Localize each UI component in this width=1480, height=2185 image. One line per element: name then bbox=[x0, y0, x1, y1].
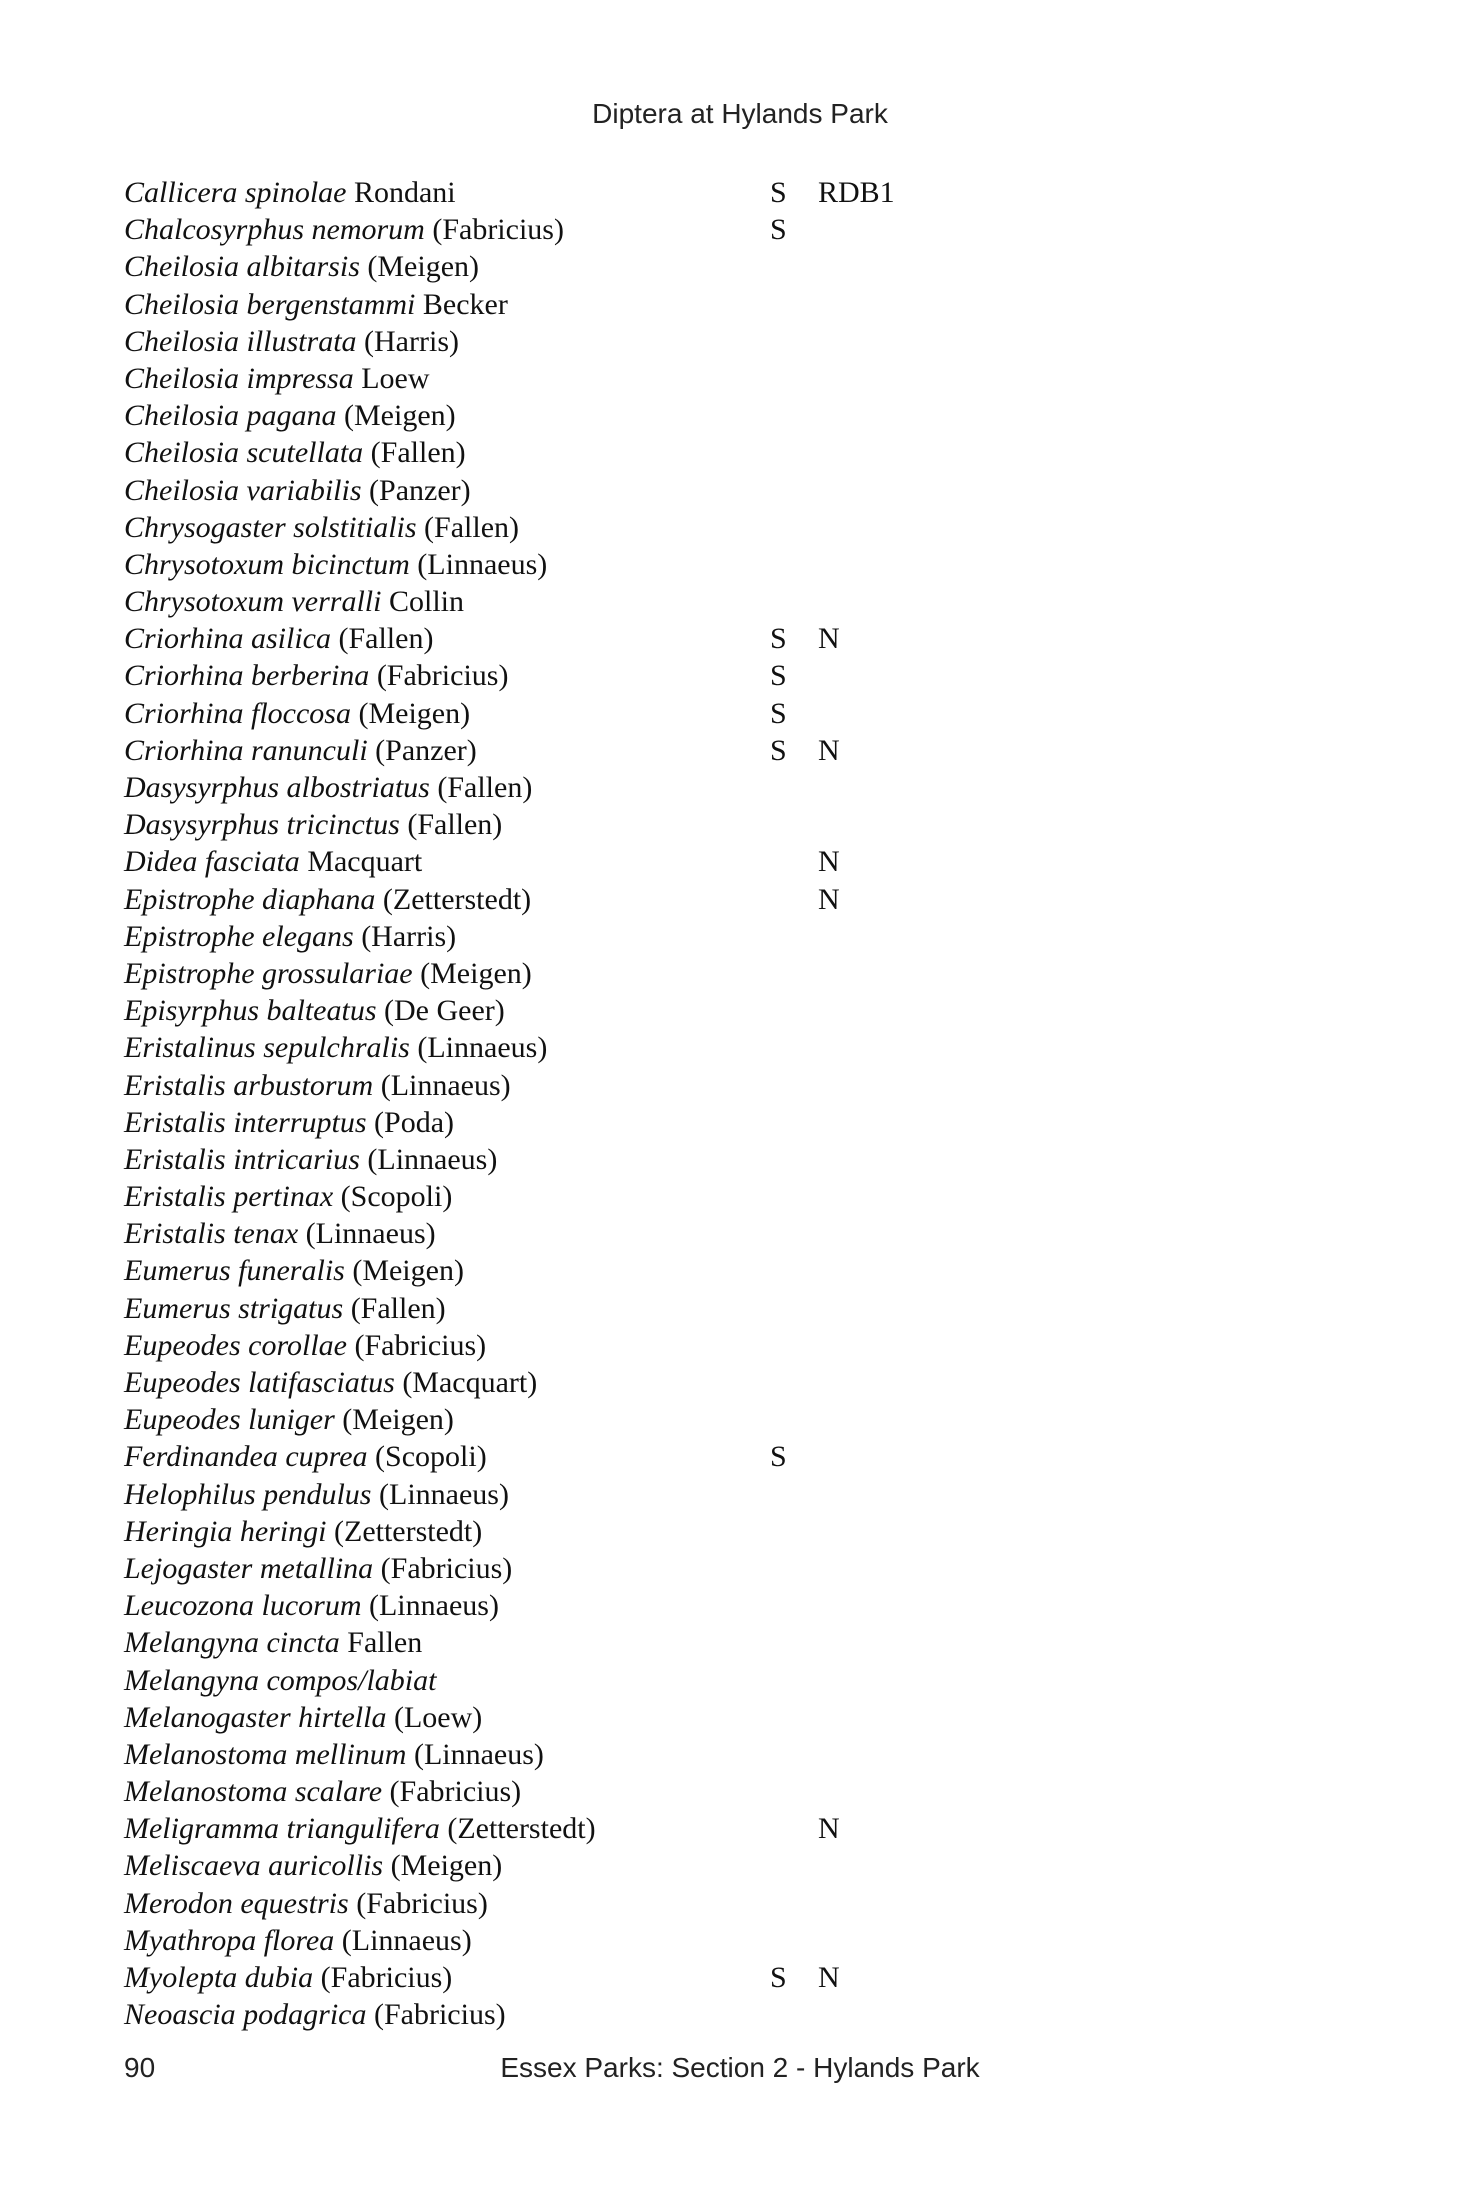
status-s: S bbox=[770, 213, 787, 247]
species-row bbox=[124, 1252, 1364, 1289]
species-author: (De Geer) bbox=[384, 994, 505, 1028]
species-row bbox=[124, 509, 1364, 546]
species-name: Eristalis pertinax bbox=[124, 1180, 334, 1214]
species-row bbox=[124, 211, 1364, 248]
species-name: Melangyna compos/labiat bbox=[124, 1663, 437, 1697]
species-name: Lejogaster metallina bbox=[124, 1551, 374, 1585]
species-author: (Linnaeus) bbox=[305, 1217, 436, 1251]
species-name: Melanostoma scalare bbox=[124, 1775, 383, 1809]
species-row bbox=[124, 286, 1364, 323]
species-author: (Fallen) bbox=[350, 1291, 446, 1325]
species-name: Leucozona lucorum bbox=[124, 1589, 362, 1623]
species-name: Callicera spinolae bbox=[124, 176, 347, 209]
species-row bbox=[124, 955, 1364, 992]
species-name: Ferdinandea cuprea bbox=[124, 1440, 368, 1474]
species-row bbox=[124, 472, 1364, 509]
species-name: Heringia heringi bbox=[124, 1514, 327, 1548]
species-name: Chrysogaster solstitialis bbox=[124, 510, 417, 544]
species-name: Eristalis interruptus bbox=[124, 1105, 367, 1139]
species-author: (Loew) bbox=[393, 1700, 483, 1734]
species-row bbox=[124, 1922, 1364, 1959]
species-name: Chrysotoxum verralli bbox=[124, 585, 382, 619]
status-n: N bbox=[818, 882, 840, 916]
species-row bbox=[124, 1029, 1364, 1066]
species-author: (Linnaeus) bbox=[417, 547, 548, 581]
species-row bbox=[124, 248, 1364, 285]
species-name: Epistrophe elegans bbox=[124, 919, 354, 953]
status-n: N bbox=[818, 622, 840, 656]
species-author: (Harris) bbox=[361, 919, 457, 953]
species-row bbox=[124, 583, 1364, 620]
species-name: Didea fasciata bbox=[124, 845, 300, 879]
species-author: Rondani bbox=[353, 176, 456, 209]
species-author: (Linnaeus) bbox=[380, 1068, 511, 1102]
species-row bbox=[124, 1104, 1364, 1141]
species-name: Melanostoma mellinum bbox=[124, 1737, 407, 1771]
species-author: (Linnaeus) bbox=[368, 1589, 499, 1623]
species-row bbox=[124, 1662, 1364, 1699]
status-n: N bbox=[818, 1961, 840, 1994]
status-s: S bbox=[770, 1961, 787, 1994]
status-s: S bbox=[770, 1440, 787, 1474]
species-author: (Zetterstedt) bbox=[334, 1514, 483, 1548]
species-author: (Linnaeus) bbox=[413, 1737, 544, 1771]
species-author: (Fabricius) bbox=[354, 1328, 487, 1362]
species-author: (Fallen) bbox=[424, 510, 520, 544]
species-name: Helophilus pendulus bbox=[124, 1477, 372, 1511]
species-row bbox=[124, 1067, 1364, 1104]
species-name: Eristalis arbustorum bbox=[124, 1068, 374, 1102]
status-n: RDB1 bbox=[818, 176, 895, 209]
species-author: (Fallen) bbox=[407, 808, 503, 842]
species-author: (Linnaeus) bbox=[341, 1923, 472, 1957]
status-s: S bbox=[770, 622, 787, 656]
species-name: Melanogaster hirtella bbox=[124, 1700, 387, 1734]
species-name: Eristalis intricarius bbox=[124, 1142, 360, 1176]
species-name: Cheilosia pagana bbox=[124, 399, 337, 433]
footer-title: Essex Parks: Section 2 - Hylands Park bbox=[500, 2052, 980, 2083]
species-name: Cheilosia illustrata bbox=[124, 324, 357, 358]
species-name: Criorhina ranunculi bbox=[124, 733, 368, 767]
species-author: (Fabricius) bbox=[373, 1998, 506, 2032]
species-name: Myathropa florea bbox=[124, 1923, 335, 1957]
species-row bbox=[124, 1290, 1364, 1327]
species-name: Criorhina berberina bbox=[124, 659, 370, 693]
species-author: (Meigen) bbox=[367, 250, 479, 284]
species-name: Eupeodes corollae bbox=[124, 1328, 347, 1362]
species-name: Eristalinus sepulchralis bbox=[124, 1031, 410, 1065]
species-row bbox=[124, 620, 1364, 657]
species-author: (Panzer) bbox=[369, 473, 471, 507]
species-row bbox=[124, 1624, 1364, 1661]
species-list bbox=[124, 174, 1364, 2033]
species-author: Becker bbox=[422, 287, 508, 321]
species-row bbox=[124, 1178, 1364, 1215]
species-row bbox=[124, 843, 1364, 880]
species-row bbox=[124, 1587, 1364, 1624]
species-row bbox=[124, 695, 1364, 732]
species-author: (Meigen) bbox=[342, 1403, 454, 1437]
species-row bbox=[124, 1885, 1364, 1922]
species-row bbox=[124, 1364, 1364, 1401]
species-author: (Macquart) bbox=[402, 1366, 538, 1399]
species-row bbox=[124, 1141, 1364, 1178]
species-row bbox=[124, 397, 1364, 434]
species-row bbox=[124, 1996, 1364, 2033]
species-author: Macquart bbox=[307, 845, 423, 879]
species-row bbox=[124, 881, 1364, 918]
species-author: (Fallen) bbox=[437, 771, 533, 804]
species-author: (Meigen) bbox=[358, 696, 471, 730]
page-number: 90 bbox=[124, 2052, 156, 2083]
species-row bbox=[124, 806, 1364, 843]
species-author: (Meigen) bbox=[420, 956, 532, 990]
species-name: Eupeodes luniger bbox=[124, 1403, 335, 1437]
species-name: Epistrophe grossulariae bbox=[124, 956, 413, 990]
species-name: Melangyna cincta bbox=[124, 1626, 340, 1660]
species-name: Neoascia podagrica bbox=[124, 1998, 367, 2032]
species-author: (Fallen) bbox=[370, 436, 466, 470]
species-author: Loew bbox=[361, 361, 430, 395]
status-n: N bbox=[818, 845, 840, 879]
species-name: Myolepta dubia bbox=[124, 1961, 314, 1994]
species-row bbox=[124, 1438, 1364, 1475]
species-name: Criorhina asilica bbox=[124, 622, 331, 656]
species-row bbox=[124, 732, 1364, 769]
species-name: Episyrphus balteatus bbox=[124, 994, 377, 1028]
species-row bbox=[124, 434, 1364, 471]
species-row bbox=[124, 1736, 1364, 1773]
species-author: (Fabricius) bbox=[320, 1961, 453, 1994]
species-row bbox=[124, 918, 1364, 955]
species-name: Cheilosia bergenstammi bbox=[124, 287, 416, 321]
species-author: (Fabricius) bbox=[356, 1886, 488, 1920]
species-name: Chrysotoxum bicinctum bbox=[124, 547, 410, 581]
species-author: (Linnaeus) bbox=[367, 1142, 498, 1176]
status-s: S bbox=[770, 659, 787, 693]
species-name: Meligramma triangulifera bbox=[124, 1812, 440, 1846]
status-s: S bbox=[770, 696, 787, 730]
species-author: (Panzer) bbox=[375, 733, 477, 767]
species-author: (Zetterstedt) bbox=[447, 1812, 596, 1846]
species-author: (Fabricius) bbox=[432, 213, 564, 247]
species-row bbox=[124, 1847, 1364, 1884]
species-author: (Fabricius) bbox=[376, 659, 509, 693]
species-author: (Fabricius) bbox=[389, 1775, 522, 1809]
running-header: Diptera at Hylands Park bbox=[592, 98, 888, 129]
species-name: Meliscaeva auricollis bbox=[124, 1849, 384, 1883]
species-name: Epistrophe diaphana bbox=[124, 882, 376, 916]
species-author: (Linnaeus) bbox=[379, 1477, 509, 1511]
species-row bbox=[124, 323, 1364, 360]
status-n: N bbox=[818, 733, 840, 767]
species-row bbox=[124, 546, 1364, 583]
species-name: Cheilosia scutellata bbox=[124, 436, 364, 470]
species-name: Eumerus strigatus bbox=[124, 1291, 344, 1325]
species-author: (Meigen) bbox=[352, 1254, 464, 1288]
species-author: (Scopoli) bbox=[340, 1180, 453, 1214]
species-author: (Poda) bbox=[374, 1105, 455, 1139]
species-row bbox=[124, 1959, 1364, 1996]
species-name: Eumerus funeralis bbox=[124, 1254, 345, 1288]
species-author: (Harris) bbox=[364, 324, 459, 358]
species-author: Collin bbox=[388, 585, 464, 619]
species-author: (Fallen) bbox=[338, 622, 434, 656]
species-row bbox=[124, 360, 1364, 397]
species-row bbox=[124, 1550, 1364, 1587]
species-author: Fallen bbox=[347, 1626, 423, 1660]
species-author: (Scopoli) bbox=[375, 1440, 487, 1474]
species-name: Cheilosia impressa bbox=[124, 361, 354, 395]
species-row bbox=[124, 1215, 1364, 1252]
species-row bbox=[124, 1401, 1364, 1438]
species-author: (Fabricius) bbox=[380, 1551, 513, 1585]
species-row bbox=[124, 1773, 1364, 1810]
species-row bbox=[124, 769, 1364, 806]
species-row bbox=[124, 992, 1364, 1029]
species-name: Chalcosyrphus nemorum bbox=[124, 213, 425, 247]
species-author: (Linnaeus) bbox=[417, 1031, 548, 1065]
species-row bbox=[124, 1476, 1364, 1513]
species-row bbox=[124, 657, 1364, 694]
species-name: Cheilosia variabilis bbox=[124, 473, 362, 507]
species-author: (Meigen) bbox=[390, 1849, 503, 1883]
species-row bbox=[124, 1699, 1364, 1736]
status-n: N bbox=[818, 1812, 840, 1846]
species-author: (Meigen) bbox=[344, 399, 456, 433]
species-row bbox=[124, 174, 1364, 211]
species-name: Cheilosia albitarsis bbox=[124, 250, 360, 284]
species-row bbox=[124, 1327, 1364, 1364]
status-s: S bbox=[770, 176, 787, 209]
species-name: Dasysyrphus tricinctus bbox=[124, 808, 400, 842]
species-name: Dasysyrphus albostriatus bbox=[124, 771, 430, 804]
species-author: (Zetterstedt) bbox=[382, 882, 532, 916]
species-name: Merodon equestris bbox=[124, 1886, 349, 1920]
species-name: Criorhina floccosa bbox=[124, 696, 351, 730]
species-name: Eupeodes latifasciatus bbox=[124, 1366, 395, 1399]
species-row bbox=[124, 1513, 1364, 1550]
species-name: Eristalis tenax bbox=[124, 1217, 299, 1251]
status-s: S bbox=[770, 733, 787, 767]
species-row bbox=[124, 1810, 1364, 1847]
